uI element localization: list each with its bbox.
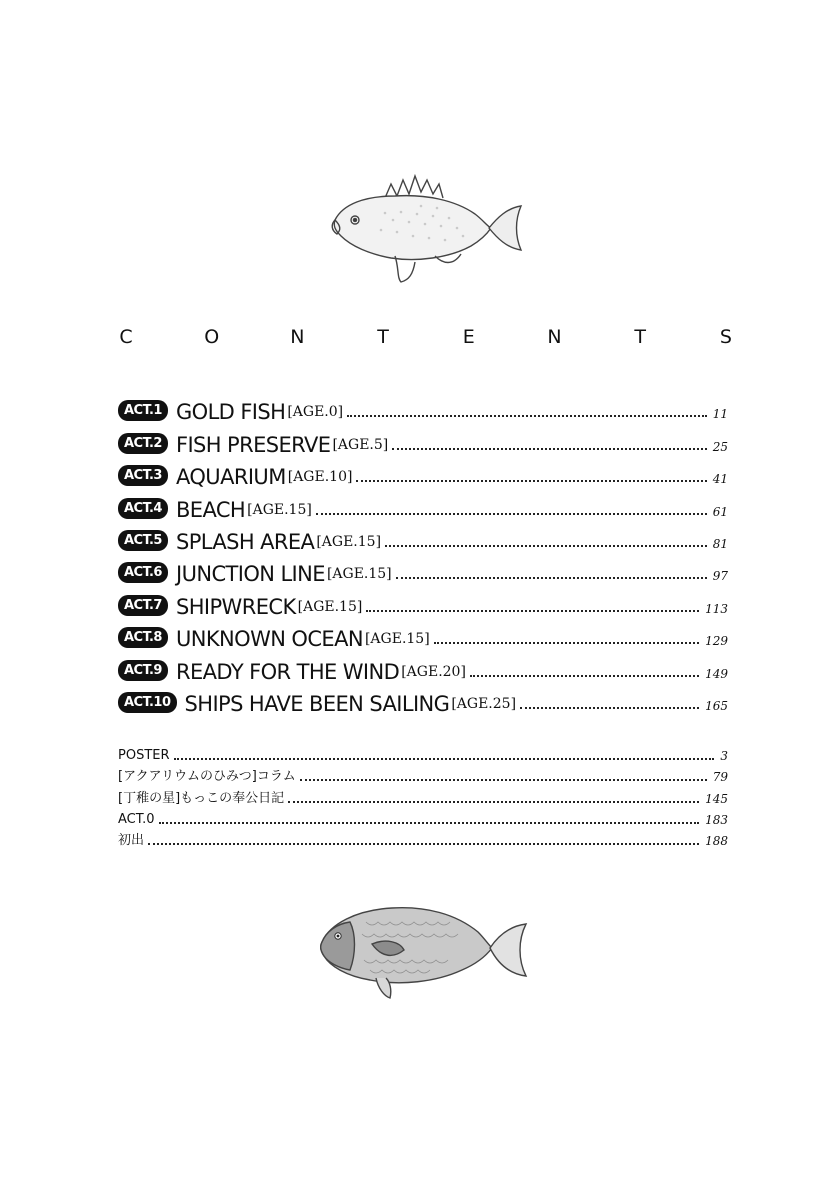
dot-leader [300,779,707,781]
act-age: [AGE.15] [247,501,312,518]
dot-leader [385,545,707,547]
contents-letter: E [462,326,475,348]
page-number: 11 [712,407,728,422]
toc-entry-diary[interactable] [118,786,728,807]
act-title: SHIPWRECK [175,594,296,619]
contents-heading [118,326,734,358]
act-age: [AGE.0] [287,404,344,421]
contents-letter: T [377,326,389,348]
act-badge: ACT.4 [118,498,168,519]
contents-letter: C [119,326,133,348]
toc-entry-poster[interactable] [118,744,728,765]
act-title: FISH PRESERVE [175,432,331,457]
page-number: 145 [705,791,728,806]
act-badge: ACT.3 [118,465,168,486]
act-badge: ACT.6 [118,562,168,583]
toc-entry-act-3[interactable] [118,458,728,490]
dot-leader [470,675,699,677]
dot-leader [174,758,715,760]
toc-entry-act-8[interactable] [118,620,728,652]
act-badge: ACT.9 [118,660,168,681]
toc-entry-aquarium-column[interactable] [118,765,728,786]
act-age: [AGE.5] [332,436,389,453]
dot-leader [148,843,699,845]
act-badge: ACT.10 [118,692,177,713]
contents-letter: N [290,326,305,348]
act-age: [AGE.20] [401,663,466,680]
toc-entry-first-published[interactable] [118,829,728,850]
dot-leader [396,577,707,579]
extra-label: [アクアリウムのひみつ]コラム [118,769,296,785]
page-number: 41 [712,472,728,487]
act-title: SPLASH AREA [175,529,315,554]
act-badge: ACT.7 [118,595,168,616]
contents-letter: T [634,326,647,348]
dot-leader [366,610,699,612]
dot-leader [347,415,707,417]
toc-entry-act-7[interactable] [118,587,728,619]
extra-label: 初出 [118,832,145,848]
act-badge: ACT.8 [118,627,168,648]
act-title: READY FOR THE WIND [175,659,400,684]
toc-entry-act-4[interactable] [118,490,728,522]
act-badge: ACT.2 [118,433,168,454]
rockfish-illustration [325,168,525,288]
act-badge: ACT.5 [118,530,168,551]
dot-leader [520,707,699,709]
page-number: 97 [712,569,728,584]
act-title: BEACH [175,497,246,522]
extra-label: POSTER [118,748,170,764]
dot-leader [356,480,706,482]
dot-leader [316,513,707,515]
dot-leader [434,642,699,644]
act-age: [AGE.15] [297,598,363,615]
act-title: AQUARIUM [175,465,286,490]
page-number: 113 [705,601,728,616]
acts-list [118,393,728,717]
toc-entry-act-1[interactable] [118,393,728,425]
page-number: 81 [712,536,728,551]
extras-list [118,744,728,850]
toc-entry-act-5[interactable] [118,523,728,555]
extra-label: [丁稚の星]もっこの奉公日記 [118,790,285,806]
toc-entry-act-10[interactable] [118,685,728,717]
page-number: 79 [712,770,728,785]
act-age: [AGE.15] [316,533,382,550]
contents-letter: O [204,326,220,348]
dot-leader [159,822,700,824]
act-age: [AGE.15] [364,631,430,648]
contents-letter: S [719,326,732,348]
toc-entry-act-6[interactable] [118,555,728,587]
act-title: GOLD FISH [175,400,286,425]
toc-entry-act-2[interactable] [118,425,728,457]
parrotfish-illustration [316,902,530,1002]
page-number: 188 [705,833,728,848]
act-title: JUNCTION LINE [175,562,325,587]
page-number: 129 [705,634,728,649]
page-number: 3 [720,749,728,764]
page-number: 183 [705,812,728,827]
page-number: 25 [712,439,728,454]
extra-label: ACT.0 [118,811,155,827]
act-age: [AGE.10] [287,469,353,486]
toc-entry-act-9[interactable] [118,652,728,684]
page-number: 149 [705,666,728,681]
act-age: [AGE.25] [451,695,517,712]
toc-entry-act-0[interactable] [118,808,728,829]
dot-leader [288,801,699,803]
act-title: SHIPS HAVE BEEN SAILING [184,691,450,716]
contents-letter: N [547,326,562,348]
page-number: 165 [705,698,728,713]
act-badge: ACT.1 [118,400,168,421]
act-age: [AGE.15] [326,566,392,583]
page-number: 61 [712,504,728,519]
dot-leader [392,448,706,450]
act-title: UNKNOWN OCEAN [175,627,363,652]
